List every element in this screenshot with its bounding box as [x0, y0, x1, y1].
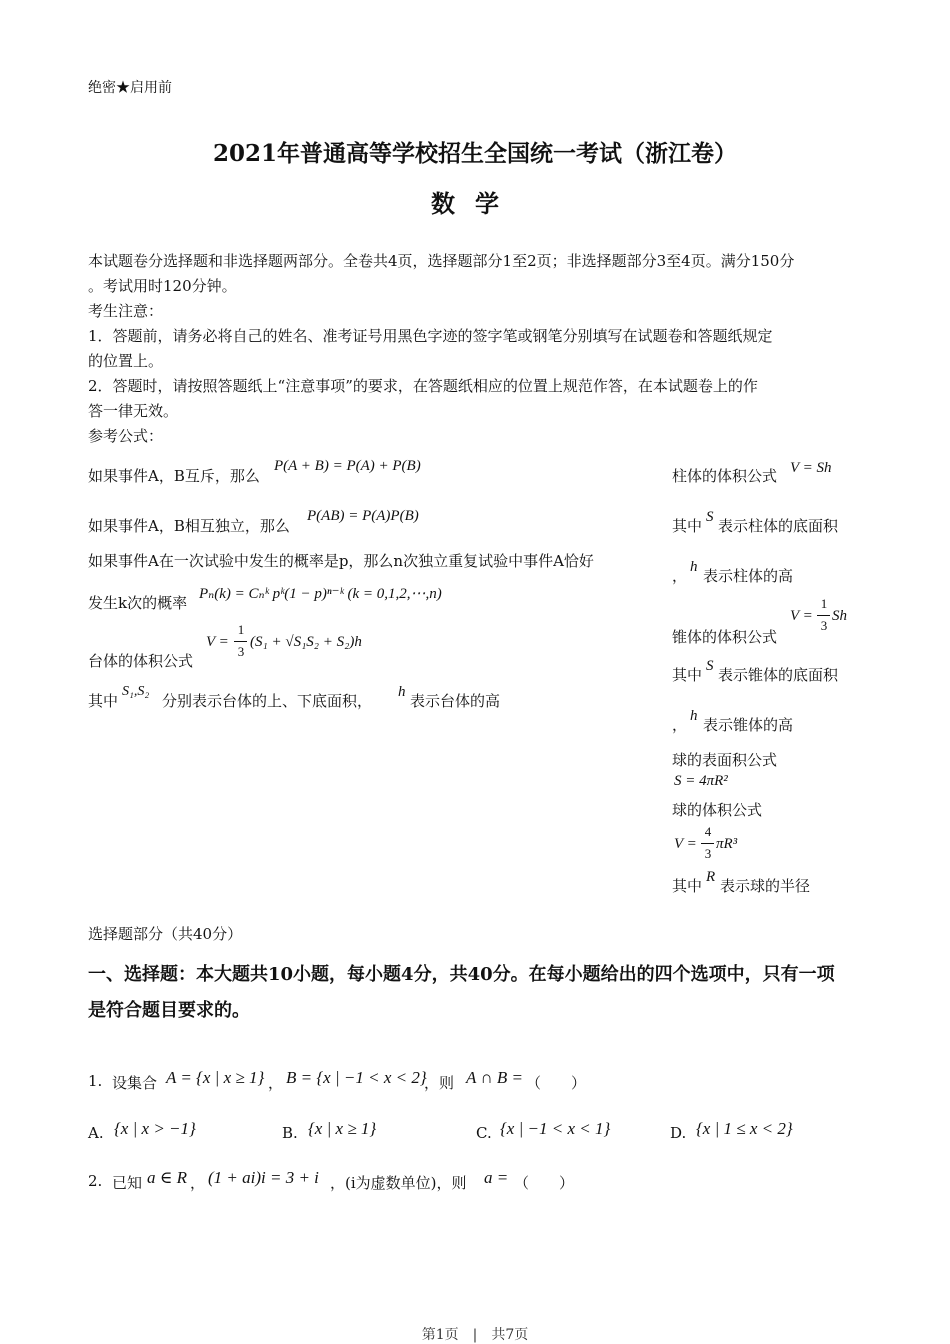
note-1-line-b: 的位置上。: [88, 352, 164, 370]
q1-option-b-label: B.: [282, 1124, 298, 1142]
q2-equation: (1 + ai)i = 3 + i: [208, 1168, 319, 1187]
frustum-formula-right: (S₁ + √S₁S₂ + S₂)h: [250, 634, 362, 650]
mutex-formula: P(A + B) = P(A) + P(B): [274, 458, 421, 474]
frustum-note-b: 分别表示台体的上、下底面积，: [162, 692, 373, 710]
frustum-formula-left: V =: [206, 634, 229, 650]
notes-title: 考生注意：: [88, 302, 164, 320]
q1-option-c-value: {x | −1 < x < 1}: [500, 1119, 611, 1138]
frustum-fraction-den: 3: [237, 644, 245, 659]
note-2-line-a: 2．答题时，请按照答题纸上“注意事项”的要求，在答题纸相应的位置上规范作答，在本试题卷上的作: [88, 377, 758, 395]
prism-s-note-a: 其中: [672, 517, 703, 535]
sphere-area-formula: S = 4πR²: [674, 773, 728, 789]
prism-h-note-b: 表示柱体的高: [703, 567, 794, 585]
q1-set-b: B = {x | −1 < x < 2}: [286, 1068, 427, 1087]
q1-expr: A ∩ B =: [466, 1068, 523, 1087]
frustum-fraction-bar: [234, 641, 247, 642]
sphere-area-text: 球的表面积公式: [672, 751, 778, 769]
cone-formula-left: V =: [790, 608, 813, 624]
prism-s-note-b: 表示柱体的底面积: [718, 517, 839, 535]
prism-s-var: S: [706, 509, 714, 525]
q2-note: ，(i为虚数单位)，则: [330, 1174, 467, 1192]
sphere-fraction-den: 3: [704, 846, 712, 861]
frustum-note-c: 表示台体的高: [410, 692, 501, 710]
cone-fraction-num: 1: [820, 596, 828, 611]
formulas-title: 参考公式：: [88, 427, 164, 445]
q1-answer-paren: （ ）: [526, 1074, 587, 1092]
cone-volume-text: 锥体的体积公式: [672, 628, 778, 646]
exam-title: 2021年普通高等学校招生全国统一考试（浙江卷）: [212, 140, 737, 167]
intro-line-2: 。考试用时120分钟。: [88, 277, 237, 295]
section-heading-b: 是符合题目要求的。: [88, 1000, 250, 1021]
choice-part-label: 选择题部分（共40分）: [88, 925, 243, 943]
cone-h-var: h: [690, 708, 698, 724]
radius-var: R: [706, 869, 716, 885]
prism-h-var: h: [690, 559, 698, 575]
intro-line-1: 本试题卷分选择题和非选择题两部分。全卷共4页，选择题部分1至2页；非选择题部分3至4页。满分150分: [88, 252, 795, 270]
radius-note-a: 其中: [672, 877, 703, 895]
q2-text-a: 已知: [112, 1174, 143, 1192]
frustum-note-vars: S₁,S₂: [122, 684, 150, 699]
independence-formula: P(AB) = P(A)P(B): [307, 508, 419, 524]
cone-s-var: S: [706, 658, 714, 674]
frustum-fraction-num: 1: [237, 622, 245, 637]
q2-comma: ，: [190, 1174, 206, 1192]
cone-s-note-b: 表示锥体的底面积: [718, 666, 839, 684]
q2-answer-paren: （ ）: [514, 1174, 575, 1192]
q1-option-b-value: {x | x ≥ 1}: [308, 1119, 377, 1138]
cone-h-note-a: ，: [672, 716, 688, 734]
q1-option-d-value: {x | 1 ≤ x < 2}: [696, 1119, 793, 1138]
frustum-note-a: 其中: [88, 692, 119, 710]
q1-comma: ，: [268, 1074, 284, 1092]
cone-s-note-a: 其中: [672, 666, 703, 684]
q2-condition: a ∈ R: [147, 1168, 187, 1187]
cone-fraction-den: 3: [820, 618, 828, 633]
prism-h-note-a: ，: [672, 567, 688, 585]
q1-option-d-label: D.: [670, 1124, 687, 1142]
q1-number: 1.: [88, 1072, 103, 1090]
sphere-volume-right: πR³: [716, 836, 738, 852]
q1-text-a: 设集合: [112, 1074, 158, 1092]
note-2-line-b: 答一律无效。: [88, 402, 179, 420]
q2-expr: a =: [484, 1168, 509, 1187]
frustum-text: 台体的体积公式: [88, 652, 194, 670]
sphere-volume-left: V =: [674, 836, 697, 852]
q1-option-c-label: C.: [476, 1124, 492, 1142]
confidential-mark: 绝密★启用前: [88, 80, 172, 96]
sphere-fraction-bar: [701, 843, 714, 844]
sphere-volume-text: 球的体积公式: [672, 801, 763, 819]
cone-fraction-bar: [817, 615, 830, 616]
note-1-line-a: 1．答题前，请务必将自己的姓名、准考证号用黑色字迹的签字笔或钢笔分别填写在试题卷和答题纸规定: [88, 327, 773, 345]
section-heading-a: 一、选择题：本大题共10小题，每小题4分，共40分。在每小题给出的四个选项中，只有一项: [88, 964, 835, 985]
frustum-note-h: h: [398, 684, 406, 700]
q1-text-b: ，则: [424, 1074, 455, 1092]
independence-text: 如果事件A，B相互独立，那么: [88, 517, 290, 535]
binomial-formula: Pₙ(k) = Cₙᵏ pᵏ(1 − p)ⁿ⁻ᵏ (k = 0,1,2,⋯,n): [199, 586, 442, 602]
prism-volume-formula: V = Sh: [790, 460, 832, 476]
prism-volume-text: 柱体的体积公式: [672, 467, 778, 485]
cone-formula-right: Sh: [832, 608, 847, 624]
sphere-fraction-num: 4: [704, 824, 712, 839]
q1-option-a-value: {x | x > −1}: [114, 1119, 196, 1138]
subject-title: 数学: [431, 189, 519, 218]
binomial-text-b: 发生k次的概率: [88, 594, 188, 612]
mutex-text: 如果事件A，B互斥，那么: [88, 467, 260, 485]
q1-option-a-label: A.: [88, 1124, 104, 1142]
page-footer: 第1页 | 共7页: [421, 1327, 529, 1343]
q2-number: 2.: [88, 1172, 103, 1190]
cone-h-note-b: 表示锥体的高: [703, 716, 794, 734]
q1-set-a: A = {x | x ≥ 1}: [166, 1068, 265, 1087]
binomial-text-a: 如果事件A在一次试验中发生的概率是p，那么n次独立重复试验中事件A恰好: [88, 552, 594, 570]
radius-note-b: 表示球的半径: [720, 877, 811, 895]
